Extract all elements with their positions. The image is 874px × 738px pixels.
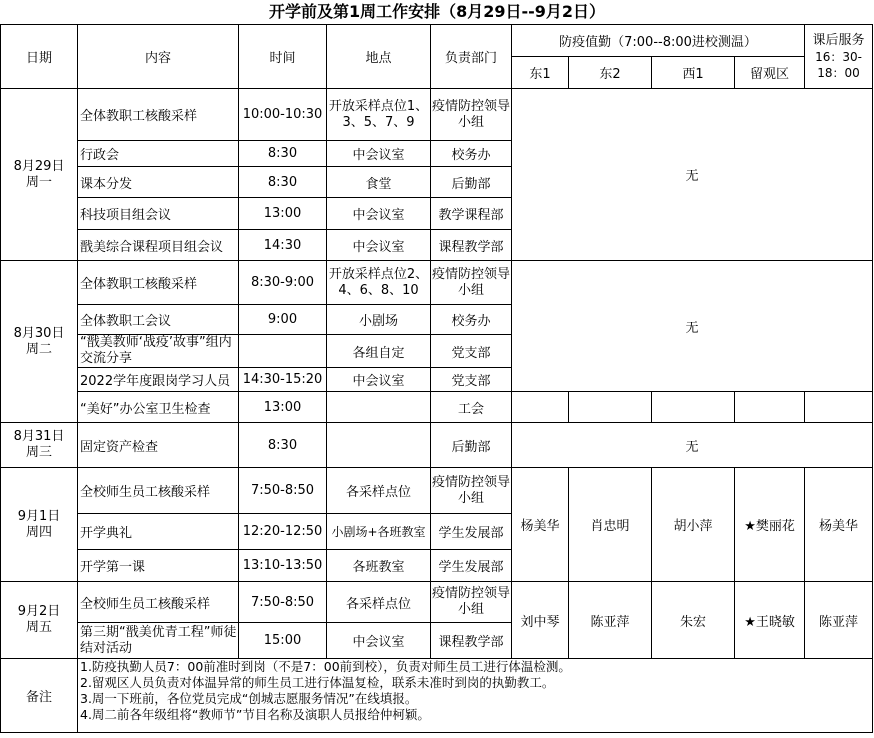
- item-place: 食堂: [327, 167, 431, 198]
- header-time: 时间: [239, 25, 327, 89]
- item-place: 各组自定: [327, 335, 431, 368]
- item-content: 2022学年度跟岗学习人员: [78, 368, 239, 392]
- item-dept: 疫情防控领导小组: [431, 89, 512, 141]
- item-content: “戬美教师‘战疫’故事”组内交流分享: [78, 335, 239, 368]
- item-time: 7:50-8:50: [239, 468, 327, 514]
- duty-west1: 胡小萍: [652, 468, 735, 582]
- item-place: 各采样点位: [327, 468, 431, 514]
- duty-west1: 朱宏: [652, 582, 735, 659]
- item-content: 开学第一课: [78, 550, 239, 582]
- item-place: 中会议室: [327, 623, 431, 659]
- header-date: 日期: [1, 25, 78, 89]
- item-time: 8:30: [239, 423, 327, 468]
- item-time: 8:30: [239, 141, 327, 167]
- item-place: 各班教室: [327, 550, 431, 582]
- after-school-time: 16：30-18：00: [815, 49, 862, 80]
- header-after-school: [805, 25, 873, 89]
- item-time: 9:00: [239, 305, 327, 335]
- item-content: 科技项目组会议: [78, 198, 239, 230]
- item-content: 全体教职工核酸采样: [78, 89, 239, 141]
- item-time: 7:50-8:50: [239, 582, 327, 623]
- item-time: 13:00: [239, 198, 327, 230]
- schedule-table: [0, 24, 873, 733]
- note-line: 4.周二前各年级组将“教师节”节目名称及演职人员报给仲柯颖。: [80, 707, 430, 722]
- header-place: 地点: [327, 25, 431, 89]
- duty-observe: ★樊丽花: [735, 468, 805, 582]
- duty-col-east2: 东2: [569, 57, 652, 89]
- item-time: [239, 335, 327, 368]
- item-dept: 疫情防控领导小组: [431, 468, 512, 514]
- date-text: 8月31日: [13, 429, 65, 444]
- date-text: 8月30日: [13, 325, 65, 341]
- duty-east1: 杨美华: [512, 468, 569, 582]
- item-dept: 学生发展部: [431, 550, 512, 582]
- item-time: 10:00-10:30: [239, 89, 327, 141]
- date-cell: [1, 261, 78, 423]
- item-place: [327, 423, 431, 468]
- page-title: 开学前及第1周工作安排（8月29日--9月2日）: [268, 2, 606, 21]
- duty-after-school: 陈亚萍: [805, 582, 873, 659]
- notes-label: 备注: [1, 659, 78, 733]
- after-school-empty-cell: [805, 392, 873, 423]
- item-time: 14:30: [239, 230, 327, 261]
- duty-east2: 肖忠明: [569, 468, 652, 582]
- item-dept: 党支部: [431, 368, 512, 392]
- weekday-text: 周二: [25, 341, 52, 357]
- item-dept: 学生发展部: [431, 514, 512, 550]
- item-dept: 后勤部: [431, 423, 512, 468]
- date-text: 9月2日: [17, 604, 61, 619]
- item-time: 12:20-12:50: [239, 514, 327, 550]
- item-place: 开放采样点位2、4、6、8、10: [327, 261, 431, 305]
- item-content: 课本分发: [78, 167, 239, 198]
- note-line: 2.留观区人员负责对体温异常的师生员工进行体温复检，联系未准时到岗的执勤教工。: [80, 675, 555, 690]
- item-place: [327, 392, 431, 423]
- duty-col-west1: 西1: [652, 57, 735, 89]
- weekday-text: 周一: [25, 174, 52, 190]
- item-dept: 疫情防控领导小组: [431, 582, 512, 623]
- item-content: 戬美综合课程项目组会议: [78, 230, 239, 261]
- item-place: 各采样点位: [327, 582, 431, 623]
- duty-none: 无: [512, 89, 873, 261]
- item-place: 中会议室: [327, 230, 431, 261]
- item-content: 开学典礼: [78, 514, 239, 550]
- item-place: 小剧场+各班教室: [327, 514, 431, 550]
- duty-observe: ★王晓敏: [735, 582, 805, 659]
- weekday-text: 周五: [25, 620, 52, 635]
- duty-col-observe: 留观区: [735, 57, 805, 89]
- note-line: 1.防疫执勤人员7：00前准时到岗（不是7：00前到校），负责对师生员工进行体温检测。: [80, 659, 571, 674]
- duty-east2: 陈亚萍: [569, 582, 652, 659]
- item-time: 15:00: [239, 623, 327, 659]
- item-dept: 校务办: [431, 305, 512, 335]
- duty-east1: 刘中琴: [512, 582, 569, 659]
- item-content: 全体教职工核酸采样: [78, 261, 239, 305]
- header-duty: 防疫值勤（7:00--8:00进校测温）: [512, 25, 805, 57]
- duty-empty-cell: [652, 392, 735, 423]
- item-dept: 工会: [431, 392, 512, 423]
- header-dept: 负责部门: [431, 25, 512, 89]
- item-time: 14:30-15:20: [239, 368, 327, 392]
- item-dept: 校务办: [431, 141, 512, 167]
- item-place: 小剧场: [327, 305, 431, 335]
- duty-empty-cell: [735, 392, 805, 423]
- date-cell: [1, 423, 78, 468]
- item-content: 全校师生员工核酸采样: [78, 468, 239, 514]
- header-content: 内容: [78, 25, 239, 89]
- item-content: 全体教职工会议: [78, 305, 239, 335]
- date-text: 8月29日: [13, 158, 65, 174]
- date-text: 9月1日: [17, 508, 61, 524]
- note-line: 3.周一下班前，各位党员完成“创城志愿服务情况”在线填报。: [80, 691, 418, 706]
- item-content: 行政会: [78, 141, 239, 167]
- item-dept: 教学课程部: [431, 198, 512, 230]
- item-place: 中会议室: [327, 141, 431, 167]
- item-dept: 课程教学部: [431, 230, 512, 261]
- item-content: 固定资产检查: [78, 423, 239, 468]
- item-content: 全校师生员工核酸采样: [78, 582, 239, 623]
- weekday-text: 周三: [25, 445, 52, 460]
- item-time: 8:30: [239, 167, 327, 198]
- duty-col-east1: 东1: [512, 57, 569, 89]
- item-dept: 后勤部: [431, 167, 512, 198]
- after-school-label: 课后服务: [812, 32, 865, 48]
- item-dept: 课程教学部: [431, 623, 512, 659]
- duty-none: 无: [512, 261, 873, 392]
- date-cell: [1, 89, 78, 261]
- notes-body: [78, 659, 873, 733]
- item-place: 中会议室: [327, 198, 431, 230]
- item-dept: 党支部: [431, 335, 512, 368]
- duty-none: 无: [512, 423, 873, 468]
- date-cell: [1, 582, 78, 659]
- item-place: 开放采样点位1、3、5、7、9: [327, 89, 431, 141]
- duty-empty-cell: [512, 392, 569, 423]
- item-time: 8:30-9:00: [239, 261, 327, 305]
- item-content: “美好”办公室卫生检查: [78, 392, 239, 423]
- date-cell: [1, 468, 78, 582]
- duty-empty-cell: [569, 392, 652, 423]
- item-time: 13:10-13:50: [239, 550, 327, 582]
- weekday-text: 周四: [25, 524, 52, 540]
- item-place: 中会议室: [327, 368, 431, 392]
- item-content: 第三期“戬美优青工程”师徒结对活动: [78, 623, 239, 659]
- duty-after-school: 杨美华: [805, 468, 873, 582]
- item-time: 13:00: [239, 392, 327, 423]
- item-dept: 疫情防控领导小组: [431, 261, 512, 305]
